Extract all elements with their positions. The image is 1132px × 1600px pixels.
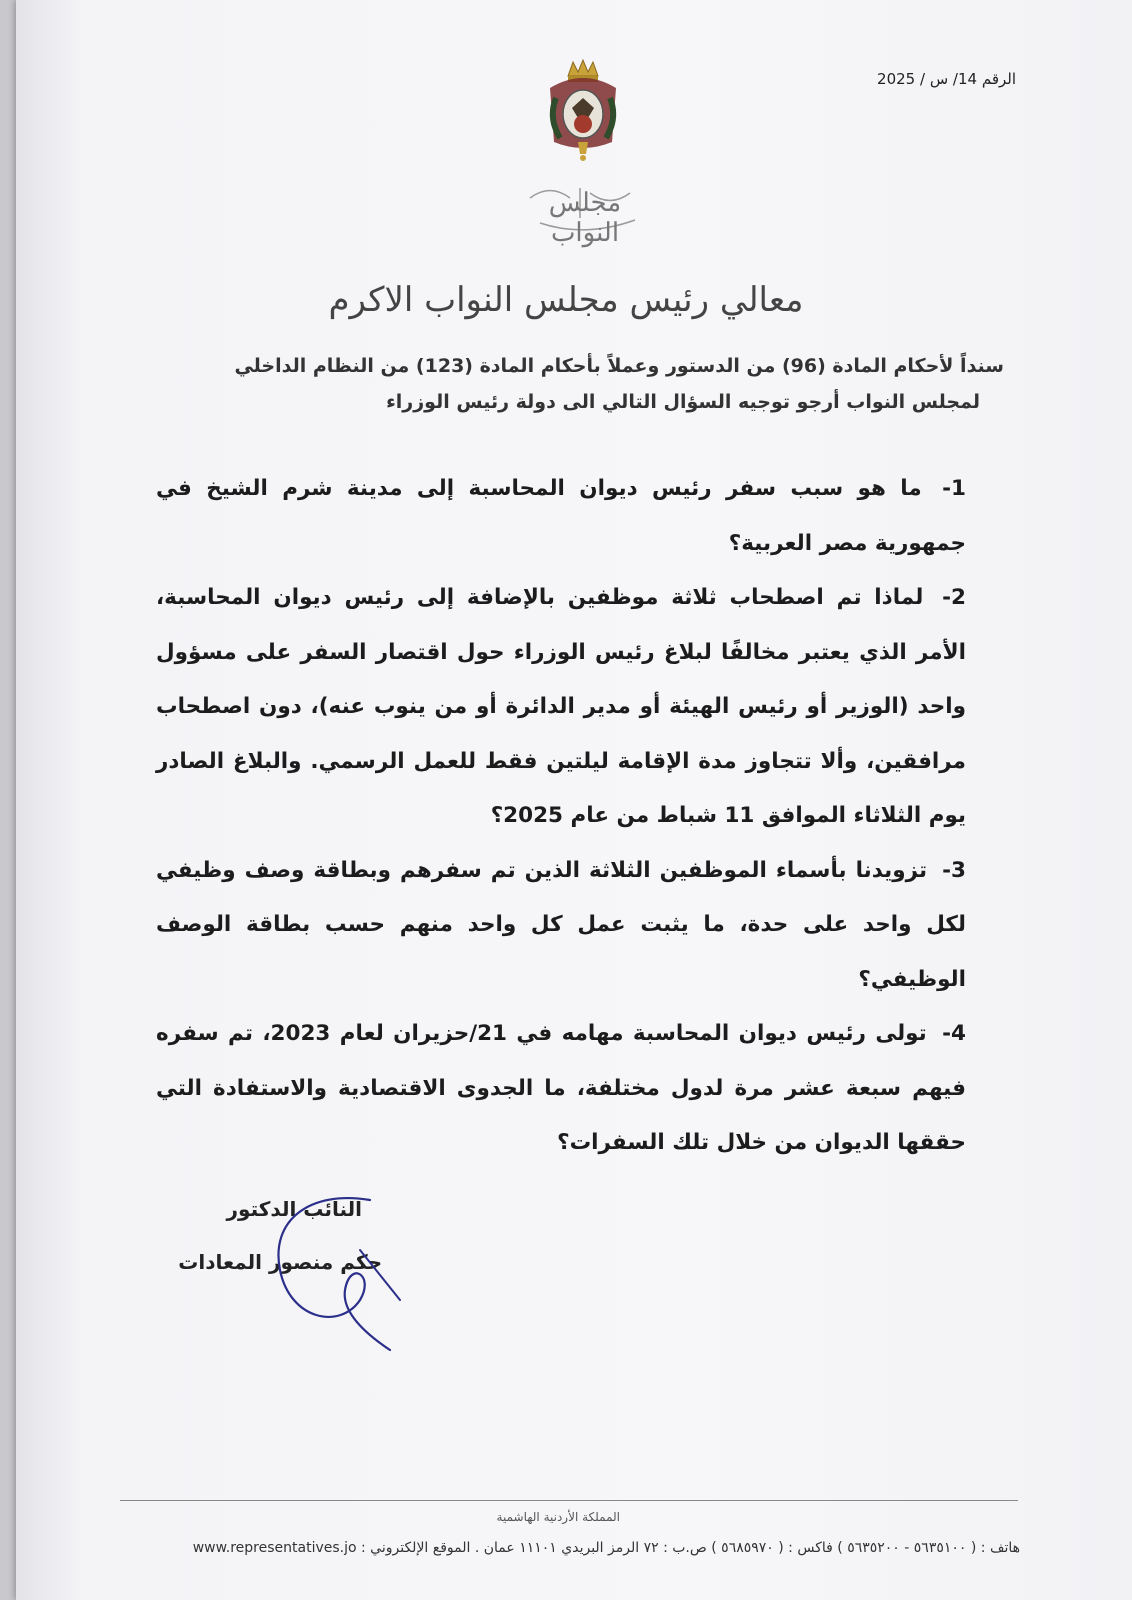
intro-paragraph — [144, 348, 1004, 420]
question-text: ما هو سبب سفر رئيس ديوان المحاسبة إلى مدينة شرم الشيخ في جمهورية مصر العربية؟ — [156, 476, 966, 556]
question-number: 3- — [942, 857, 966, 883]
footer-kingdom: المملكة الأردنية الهاشمية — [496, 1510, 620, 1524]
question-text: تزويدنا بأسماء الموظفين الثلاثة الذين تم سفرهم وبطاقة وصف وظيفي لكل واحد على حدة، ما يثبت عمل كل واحد منهم حسب بطاقة الوصف الوظيفي؟ — [156, 857, 966, 992]
handwritten-signature-icon — [250, 1180, 410, 1360]
question-number: 2- — [942, 585, 966, 610]
footer-divider — [120, 1500, 1018, 1501]
question-number: 1- — [942, 476, 966, 501]
council-name: مجلس النواب — [548, 188, 622, 248]
reference-number: الرقم 14/ س / 2025 — [877, 70, 1016, 88]
intro-line: سنداً لأحكام المادة (96) من الدستور وعملاً بأحكام المادة (123) من النظام الداخلي — [234, 355, 1004, 377]
question-number: 4- — [942, 1021, 966, 1046]
question-item — [156, 1007, 966, 1171]
question-text: تولى رئيس ديوان المحاسبة مهامه في 21/حزيران لعام 2023، تم سفره فيهم سبعة عشر مرة لدول مختلفة، ما الجدوى الاقتصادية والاستفادة التي حققها الديوان من خلال تلك السفرات؟ — [156, 1021, 966, 1155]
signatory-title: النائب الدكتور — [226, 1197, 362, 1221]
questions-list — [156, 462, 966, 1171]
intro-line: لمجلس النواب أرجو توجيه السؤال التالي الى دولة رئيس الوزراء — [386, 391, 980, 413]
question-item — [156, 571, 966, 844]
letter-heading: معالي رئيس مجلس النواب الاكرم — [328, 280, 804, 320]
royal-emblem-icon — [538, 58, 628, 162]
footer-contact: هاتف : ( ٥٦٣٥١٠٠ - ٥٦٣٥٢٠٠ ) فاكس : ( ٥٦٨٥٩٧٠ ) ص.ب : ٧٢ الرمز البريدي ١١١٠١ عمان . الموقع الإلكتروني : www.representatives.jo — [192, 1540, 1020, 1556]
signatory-name: حكم منصور المعادات — [178, 1250, 382, 1274]
question-item — [156, 844, 966, 1008]
question-text: لماذا تم اصطحاب ثلاثة موظفين بالإضافة إلى رئيس ديوان المحاسبة، الأمر الذي يعتبر مخالفًا لبلاغ رئيس الوزراء حول اقتصار السفر على مسؤول واحد (الوزير أو رئيس الهيئة أو مدير الدائرة أو من ينوب عنه)، دون اصطحاب مرافقين، وألا تتجاوز مدة الإقامة ليلتين فقط للعمل الرسمي. والبلاغ الصادر يوم الثلاثاء الموافق 11 شباط من عام 2025؟ — [156, 585, 966, 828]
question-item — [156, 462, 966, 571]
